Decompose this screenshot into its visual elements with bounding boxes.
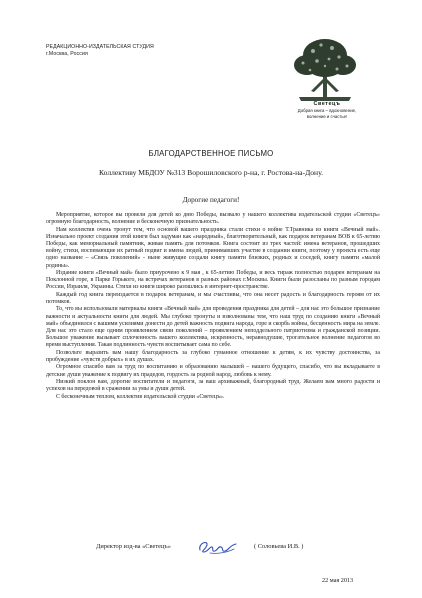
paragraph: Мероприятие, которое вы провели для детей ко дню Победы, вызвало у нашего коллектива издательской студии «Светецъ» огромную благодарность, волнение и бесконечную признательность.: [46, 212, 380, 226]
paragraph: Огромное спасибо вам за труд по воспитанию и образованию малышей – нашего будущего, спасибо, что вы вкладываете в детские души уважение к подвигу их прадедов, гордость за родной народ, любовь к нему.: [46, 364, 380, 378]
letter-greeting: Дорогие педагоги!: [182, 196, 240, 204]
paragraph: Нам коллектив очень тронут тем, что основой вашего праздника стали стихи о войне Т.Травника из книги «Вечный май». Изначально проект создания этой книги был задуман как «народный», благотворительный, как подарок ветеранам ВОВ к 65-летию Победы, как мемориальный памятник, живая память для потомков. Книга состоит из трех частей: имена ветеранов, прошедших войну, стихи, воспевающие их ратный подвиг и имена людей, принимавших участие в создании книги, поэтому у проекта есть еще одно название – «Связь поколений» - ныне живущие создали книгу памяти близких, родных и соседей, книгу памяти «малой родины».: [46, 226, 380, 269]
paragraph: То, что вы использовали материалы книги «Вечный май» для проведения праздника для детей – для нас это большое признание важности и актуальности книги для людей. Мы глубоко тронуты и взволнованы тем, что наш труд по созданию книги «Вечный май» объединился с вашими усилиями донести до детей важность подвига народа, горе и скорбь войны, бесценность мира на земле. Для нас это стало еще одним проявлением связи поколений – проявлением неподдельного патриотизма и гражданской позиции. Большое уважение вызывает сплоченность вашего коллектива, искренность, неравнодушие, трогательное волнение педагогов во время выступления. Такая подлинность чувств воспитывает сама по себе.: [46, 306, 380, 349]
signatory-position: Директор изд-ва «Светецъ»: [96, 543, 171, 550]
paragraph: Низкий поклон вам, дорогие воспитатели и педагоги, за ваш архиважный, благородный труд. Желаем вам много радости и успехов на передовой в сражении за умы и души детей.: [46, 378, 380, 393]
logo-wordmark: Светецъ: [313, 101, 341, 107]
paragraph: Каждый год книга переиздается в подарок ветеранам, и мы счастливы, что она несет радость и благодарность героям от их потомков.: [46, 291, 380, 305]
paragraph: Позвольте выразить вам нашу благодарность за глубоко гуманное отношение к детям, к их чувству достоинства, за пробуждение «чувств добрых» в их душах.: [46, 349, 380, 363]
studio-name: РЕДАКЦИОННО-ИЗДАТЕЛЬСКАЯ СТУДИЯ: [46, 44, 154, 50]
signature-block: [0, 537, 422, 557]
studio-city: г.Москва, Россия: [46, 51, 88, 57]
tagline-line-1: Добрая книга – вдохновение,: [297, 108, 357, 113]
letter-addressee: Коллективу МБДОУ №313 Ворошиловского р-на, г. Ростова-на-Дону.: [98, 168, 324, 177]
letter-title: БЛАГОДАРСТВЕННОЕ ПИСЬМО: [148, 149, 274, 158]
letterhead-studio: [46, 44, 246, 58]
letter-body: [46, 212, 380, 401]
tagline-line-2: волнение и счастье!: [306, 113, 348, 119]
letterhead-tagline: [272, 108, 382, 119]
letter-date: 22 мая 2013: [322, 577, 354, 584]
paragraph: Издание книги «Вечный май» было приурочено к 9 мая , к 65-летию Победы, и весь тираж полностью подарен ветеранам на Поклонной горе, в Парке Горького, на встречах ветеранов в разных районах г.Москвы. Книги были разосланы по разным городам России, Израиля, Украины. Стихи из книги широко разошлись в интернет-пространстве.: [46, 270, 380, 291]
tree-logo-icon: [291, 33, 359, 105]
paragraph: С бесконечным теплом, коллектив издательской студии «Светецъ».: [56, 393, 225, 400]
signatory-name: ( Соловьева И.В. ): [254, 543, 304, 550]
handwritten-signature-icon: [196, 537, 240, 557]
